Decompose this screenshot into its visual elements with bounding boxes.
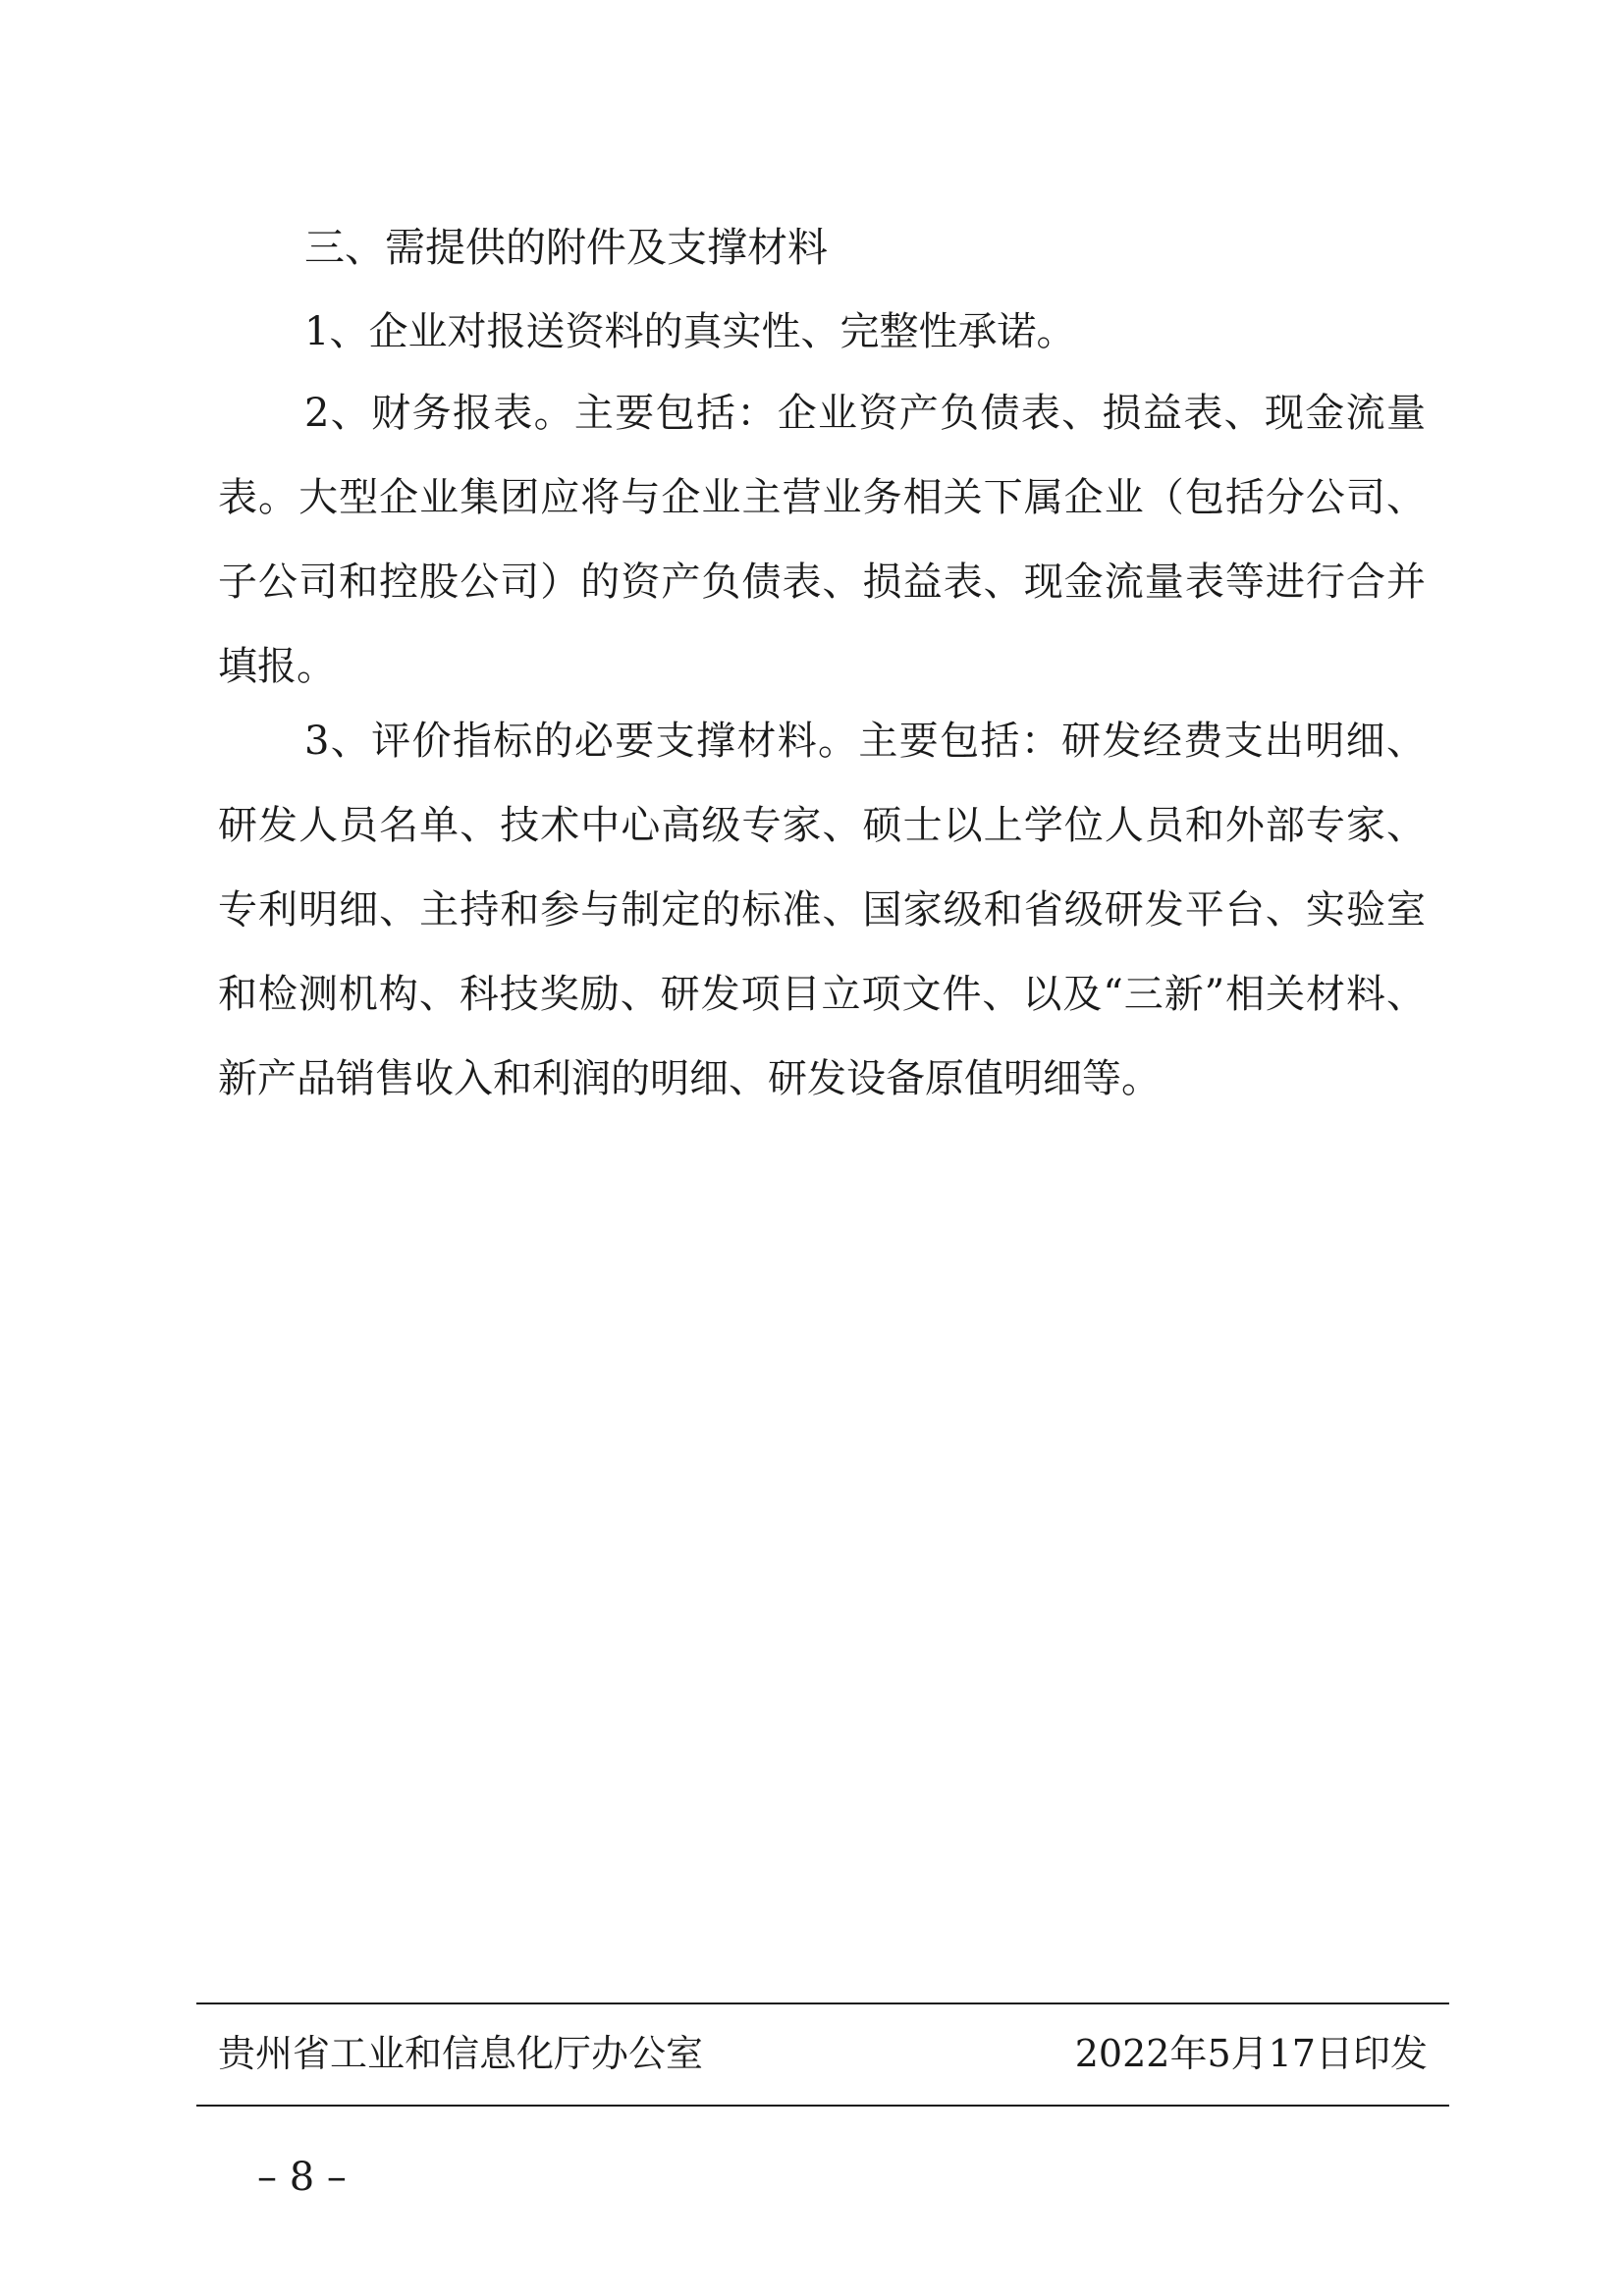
list-item-3: 3、评价指标的必要支撑材料。主要包括：研发经费支出明细、研发人员名单、技术中心高级专家、硕士以上学位人员和外部专家、专利明细、主持和参与制定的标准、国家级和省级研发平台、实验室和检测机构、科技奖励、研发项目立项文件、以及“三新”相关材料、新产品销售收入和利润的明细、研发设备原值明细等。 — [218, 719, 1426, 1101]
list-item-2: 2、财务报表。主要包括：企业资产负债表、损益表、现金流量表。大型企业集团应将与企业主营业务相关下属企业（包括分公司、子公司和控股公司）的资产负债表、损益表、现金流量表等进行合并填报。 — [218, 391, 1426, 689]
footer-bottom-rule — [196, 2105, 1449, 2107]
page-number: – 8 – — [257, 2155, 347, 2200]
section-heading: 三、需提供的附件及支撑材料 — [304, 224, 828, 271]
issuer-name: 贵州省工业和信息化厅办公室 — [218, 2032, 704, 2075]
issue-date: 2022年5月17日印发 — [1074, 2032, 1428, 2075]
footer-top-rule — [196, 2002, 1449, 2004]
list-item-1: 1、企业对报送资料的真实性、完整性承诺。 — [304, 309, 1076, 354]
